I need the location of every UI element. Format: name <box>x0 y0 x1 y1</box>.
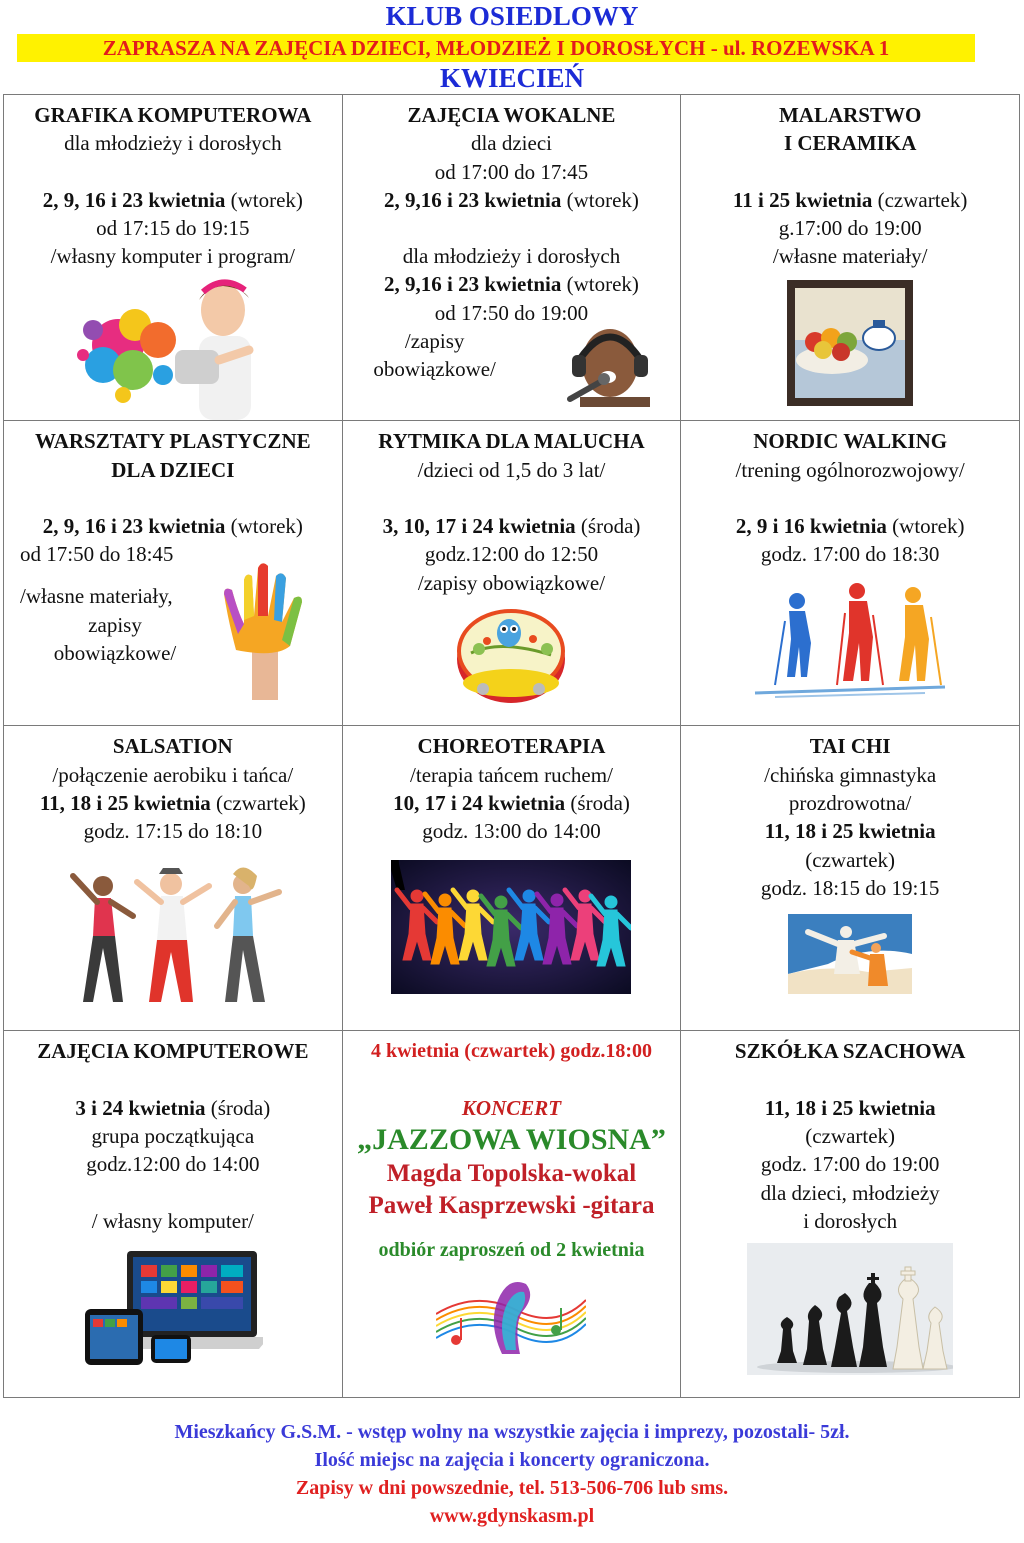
ceramic-tile-image <box>787 280 913 406</box>
activity-title: MALARSTWO <box>778 103 922 127</box>
activity-title: WARSZTATY PLASTYCZNE <box>35 429 311 454</box>
activity-note-2: obowiązkowe/ <box>373 357 496 382</box>
activity-day: (wtorek) <box>225 514 303 539</box>
cell-taichi <box>681 726 1020 1031</box>
cell-wokalne <box>342 95 681 421</box>
cell-komputerowe <box>4 1031 343 1398</box>
concert-title: „JAZZOWA WIOSNA” <box>357 1123 666 1157</box>
activity-title: SALSATION <box>112 734 233 759</box>
activity-day-2: (wtorek) <box>561 272 639 297</box>
cell-koncert <box>342 1031 681 1398</box>
singer-girl-image <box>540 319 660 407</box>
activity-audience: dla dzieci <box>470 131 552 156</box>
activity-day: (wtorek) <box>561 187 639 212</box>
activity-note: /zapisy obowiązkowe/ <box>417 570 606 595</box>
concert-invite-note: odbiór zaproszeń od 2 kwietnia <box>378 1239 645 1262</box>
activity-note: /własny komputer i program/ <box>50 244 296 269</box>
cell-nordic <box>681 421 1020 726</box>
activity-note-3: obowiązkowe/ <box>53 640 177 665</box>
activity-dates: 2, 9,16 i 23 kwietnia <box>384 187 562 212</box>
activity-audience: /chińska gimnastyka <box>764 762 937 787</box>
activity-title: ZAJĘCIA KOMPUTEROWE <box>37 1039 309 1064</box>
cell-malarstwo <box>681 95 1020 421</box>
activity-audience: grupa początkująca <box>91 1124 255 1149</box>
activity-audience-2: prozdrowotna/ <box>788 791 912 816</box>
activity-time: godz. 17:15 do 18:10 <box>83 819 263 844</box>
activity-title: CHOREOTERAPIA <box>417 734 606 759</box>
cell-grafika <box>4 95 343 421</box>
nordic-walkers-image <box>745 581 955 701</box>
activity-day: (czwartek) <box>805 847 896 872</box>
activity-dates: 11 i 25 kwietnia <box>732 187 873 212</box>
taichi-figures-image <box>788 914 912 994</box>
cell-rytmika <box>342 421 681 726</box>
activity-title: TAI CHI <box>809 734 891 759</box>
tambourine-image <box>451 603 571 707</box>
concert-artist-2: Paweł Kasprzewski -gitara <box>368 1192 655 1220</box>
activity-dates: 11, 18 i 25 kwietnia <box>764 1095 936 1120</box>
activity-title: NORDIC WALKING <box>753 429 948 454</box>
footer-line-2: Ilość miejsc na zajęcia i koncerty ograniczona. <box>314 1449 710 1471</box>
activity-day: (czwartek) <box>210 791 306 816</box>
activity-note: /własne materiały, <box>20 584 173 609</box>
activity-dates: 11, 18 i 25 kwietnia <box>764 819 936 844</box>
painted-hand-image <box>214 550 314 700</box>
activity-dates: 3 i 24 kwietnia <box>75 1095 206 1120</box>
activity-day: (czwartek) <box>872 187 968 212</box>
cell-szachy <box>681 1031 1020 1398</box>
footer-line-3: Zapisy w dni powszednie, tel. 513-506-706 lub sms. <box>295 1477 729 1499</box>
activity-time: g.17:00 do 19:00 <box>778 215 922 240</box>
table-row <box>4 421 1020 726</box>
activity-audience: /trening ogólnorozwojowy/ <box>735 457 965 482</box>
activity-audience: dla dzieci, młodzieży <box>760 1180 940 1205</box>
activity-audience: dla młodzieży i dorosłych <box>64 131 282 156</box>
activity-title: ZAJĘCIA WOKALNE <box>407 103 616 127</box>
activity-title-2: I CERAMIKA <box>783 131 917 156</box>
activity-audience: /terapia tańcem ruchem/ <box>410 762 613 787</box>
activity-day: (czwartek) <box>805 1124 896 1149</box>
table-row <box>4 726 1020 1031</box>
music-notes-image <box>436 1270 586 1354</box>
activity-day: (wtorek) <box>886 514 965 539</box>
activity-time: od 17:00 do 17:45 <box>434 159 589 184</box>
page-title: KLUB OSIEDLOWY <box>385 1 639 31</box>
footer-website-link[interactable]: www.gdynskasm.pl <box>429 1505 595 1527</box>
activity-audience: /dzieci od 1,5 do 3 lat/ <box>417 457 606 482</box>
activity-time: godz. 13:00 do 14:00 <box>422 819 601 844</box>
activity-note: / własny komputer/ <box>91 1208 254 1233</box>
schedule-table <box>3 94 1020 1398</box>
activity-dates: 11, 18 i 25 kwietnia <box>39 791 211 816</box>
dancers-image <box>53 856 293 1006</box>
activity-note: /własne materiały/ <box>772 244 928 269</box>
activity-dates: 10, 17 i 24 kwietnia <box>393 791 566 816</box>
activity-time: od 17:50 do 18:45 <box>20 542 174 567</box>
activity-note: /zapisy <box>404 329 465 354</box>
dance-silhouettes-image <box>391 860 631 994</box>
activity-day: (wtorek) <box>225 187 303 212</box>
concert-artist-1: Magda Topolska-wokal <box>386 1160 637 1188</box>
concert-date: 4 kwietnia (czwartek) godz.18:00 <box>370 1040 653 1063</box>
activity-dates: 2, 9, 16 i 23 kwietnia <box>42 187 226 212</box>
activity-audience: /połączenie aerobiku i tańca/ <box>52 762 294 787</box>
activity-dates: 2, 9 i 16 kwietnia <box>735 514 887 539</box>
activity-dates: 2, 9, 16 i 23 kwietnia <box>42 514 226 539</box>
activity-title: GRAFIKA KOMPUTEROWA <box>34 103 312 127</box>
cell-salsation <box>4 726 343 1031</box>
cell-choreoterapia <box>342 726 681 1031</box>
month-heading: KWIECIEŃ <box>439 63 585 93</box>
activity-time: godz. 17:00 do 18:30 <box>760 542 940 567</box>
devices-image <box>83 1245 263 1369</box>
activity-dates: 3, 10, 17 i 24 kwietnia <box>382 514 576 539</box>
activity-time: od 17:15 do 19:15 <box>96 215 250 240</box>
activity-time: godz.12:00 do 14:00 <box>86 1152 260 1177</box>
activity-title: SZKÓŁKA SZACHOWA <box>734 1039 966 1064</box>
activity-dates-2: 2, 9,16 i 23 kwietnia <box>384 272 562 297</box>
cell-warsztaty <box>4 421 343 726</box>
activity-time: godz. 18:15 do 19:15 <box>760 875 940 900</box>
activity-note-2: zapisy <box>88 612 142 637</box>
activity-time-2: od 17:50 do 19:00 <box>434 300 589 325</box>
page-subtitle: ZAPRASZA NA ZAJĘCIA DZIECI, MŁODZIEŻ I DOROSŁYCH - ul. ROZEWSKA 1 <box>17 34 975 62</box>
activity-day: (środa) <box>205 1095 271 1120</box>
activity-title-2: DLA DZIECI <box>111 457 235 482</box>
table-row <box>4 1031 1020 1398</box>
activity-time: godz.12:00 do 12:50 <box>424 542 599 567</box>
activity-audience-2: dla młodzieży i dorosłych <box>402 244 621 269</box>
activity-audience-2: i dorosłych <box>803 1208 898 1233</box>
footer-line-1: Mieszkańcy G.S.M. - wstęp wolny na wszystkie zajęcia i imprezy, pozostali- 5zł. <box>174 1421 850 1443</box>
activity-time: godz. 17:00 do 19:00 <box>760 1152 940 1177</box>
activity-title: RYTMIKA DLA MALUCHA <box>378 429 645 454</box>
activity-day: (środa) <box>575 514 641 539</box>
activity-day: (środa) <box>565 791 630 816</box>
concert-label: KONCERT <box>461 1095 562 1120</box>
chess-pieces-image <box>747 1243 953 1375</box>
table-row <box>4 95 1020 421</box>
paint-splash-girl-image <box>73 270 273 420</box>
